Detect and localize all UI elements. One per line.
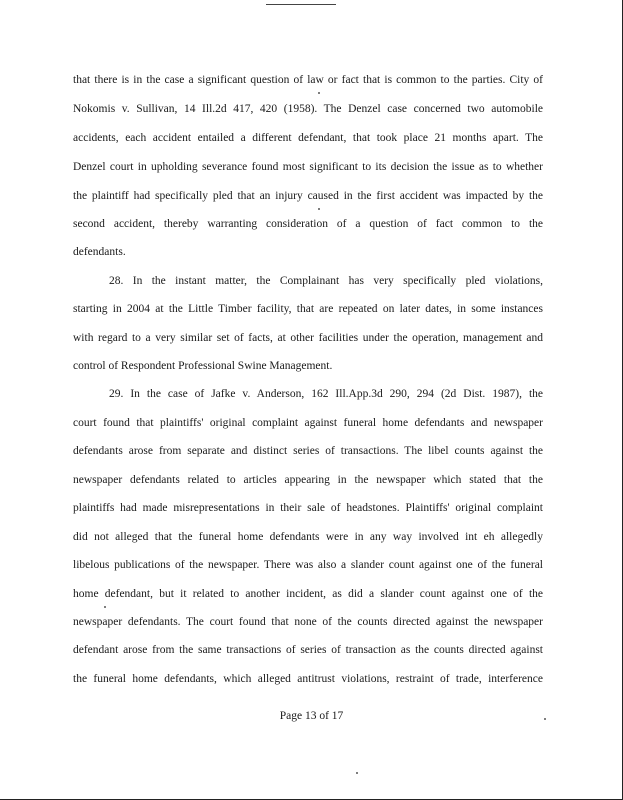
text-line: accidents, each accident entailed a different defendant, that took place 21 months apart. The (73, 132, 543, 144)
text-line: home defendant, but it related to another incident, as did a slander count against one of the (73, 588, 543, 600)
text-line: defendants arose from separate and distinct series of transactions. The libel counts against the (73, 445, 543, 457)
text-line: newspaper defendants related to articles appearing in the newspaper which stated that the (73, 474, 543, 486)
scan-speck (544, 718, 546, 720)
text-line: with regard to a very similar set of facts, at other facilities under the operation, management and (73, 332, 543, 344)
paragraph-28-first-line: 28. In the instant matter, the Complainant has very specifically pled violations, (109, 275, 543, 287)
top-edge-mark (266, 4, 336, 5)
scan-speck (318, 208, 320, 210)
text-line: the funeral home defendants, which alleged antitrust violations, restraint of trade, interference (73, 673, 543, 685)
paragraph-29-first-line: 29. In the case of Jafke v. Anderson, 162 Ill.App.3d 290, 294 (2d Dist. 1987), the (109, 388, 543, 400)
text-line: Denzel court in upholding severance found most significant to its decision the issue as to whether (73, 161, 543, 173)
text-line: defendants. (73, 246, 126, 258)
text-line: newspaper defendants. The court found that none of the counts directed against the newspaper (73, 616, 543, 628)
text-line: that there is in the case a significant question of law or fact that is common to the parties. City of (73, 74, 543, 86)
text-line: control of Respondent Professional Swine Management. (73, 360, 333, 372)
text-line: Nokomis v. Sullivan, 14 Ill.2d 417, 420 (1958). The Denzel case concerned two automobile (73, 103, 543, 115)
page-number: Page 13 of 17 (279, 710, 344, 722)
text-line: the plaintiff had specifically pled that an injury caused in the first accident was impacted by the (73, 190, 543, 202)
text-line: second accident, thereby warranting consideration of a question of fact common to the (73, 218, 543, 230)
text-line: defendant arose from the same transactions of series of transaction as the counts directed against (73, 644, 543, 656)
scan-speck (104, 606, 106, 608)
text-line: plaintiffs had made misrepresentations in their sale of headstones. Plaintiffs' original complaint (73, 502, 543, 514)
text-line: did not alleged that the funeral home defendants were in any way involved int eh allegedly (73, 531, 543, 543)
scan-speck (356, 772, 358, 774)
text-line: court found that plaintiffs' original complaint against funeral home defendants and newspaper (73, 417, 543, 429)
text-line: libelous publications of the newspaper. There was also a slander count against one of the funeral (73, 559, 543, 571)
text-line: starting in 2004 at the Little Timber facility, that are repeated on later dates, in some instances (73, 303, 543, 315)
scan-speck (318, 92, 320, 94)
